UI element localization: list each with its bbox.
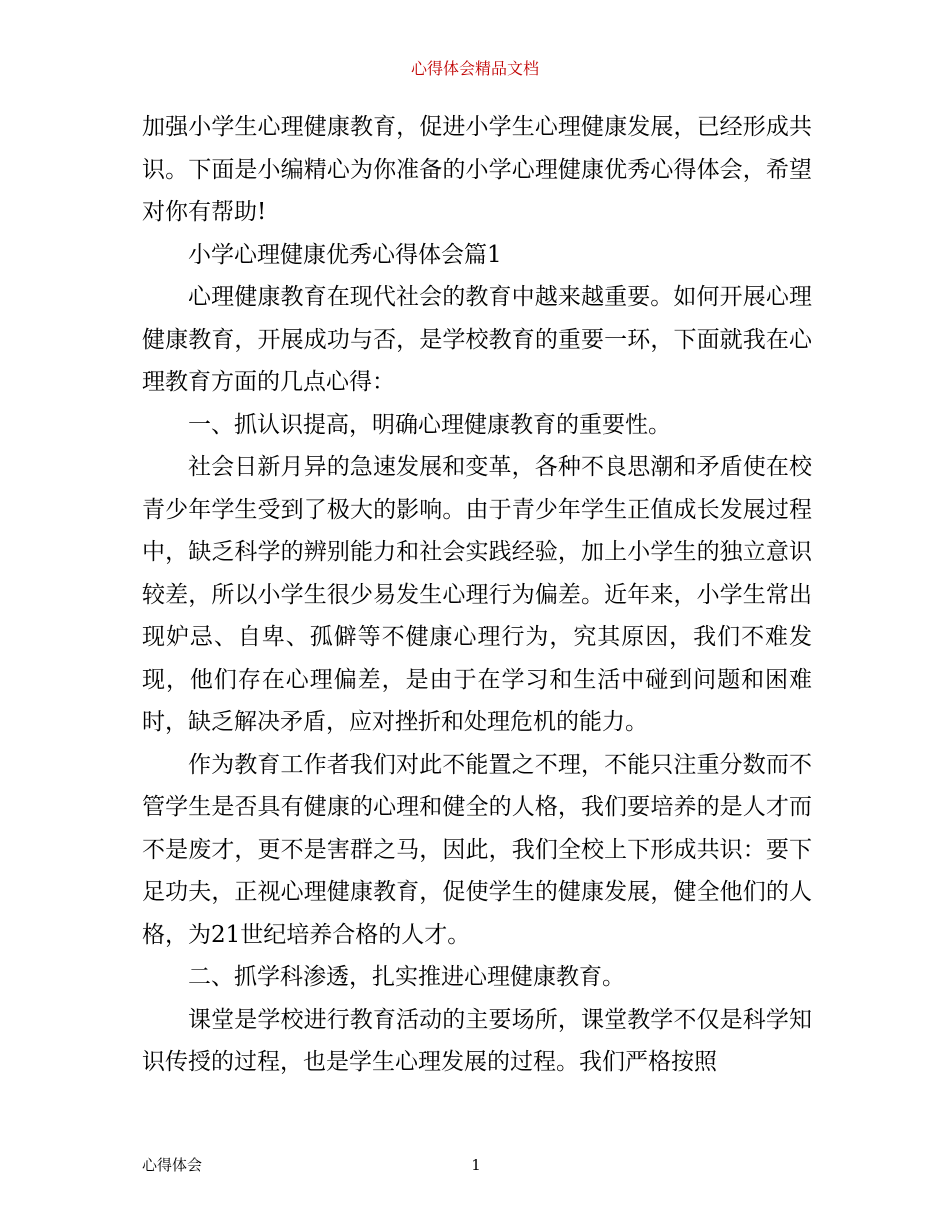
body-paragraph: 心理健康教育在现代社会的教育中越来越重要。如何开展心理健康教育，开展成功与否，是学校教育的重要一环，下面就我在心理教育方面的几点心得： bbox=[142, 284, 812, 395]
body-paragraph: 作为教育工作者我们对此不能置之不理，不能只注重分数而不管学生是否具有健康的心理和健全的人格，我们要培养的是人才而不是废才，更不是害群之马，因此，我们全校上下形成共识：要下足功夫，正视心理健康教育，促使学生的健康发展，健全他们的人格，为21世纪培养合格的人才。 bbox=[142, 751, 812, 948]
section-title: 小学心理健康优秀心得体会篇1 bbox=[188, 241, 502, 268]
point-heading-1: 一、抓认识提高，明确心理健康教育的重要性。 bbox=[188, 411, 671, 438]
intro-paragraph: 加强小学生心理健康教育，促进小学生心理健康发展，已经形成共识。下面是小编精心为你准备的小学心理健康优秀心得体会，希望对你有帮助! bbox=[142, 114, 812, 225]
body-paragraph: 社会日新月异的急速发展和变革，各种不良思潮和矛盾使在校青少年学生受到了极大的影响。由于青少年学生正值成长发展过程中，缺乏科学的辨别能力和社会实践经验，加上小学生的独立意识较差，所以小学生很少易发生心理行为偏差。近年来，小学生常出现妒忌、自卑、孤僻等不健康心理行为，究其原因，我们不难发现，他们存在心理偏差，是由于在学习和生活中碰到问题和困难时，缺乏解决矛盾，应对挫折和处理危机的能力。 bbox=[142, 454, 812, 735]
body-paragraph: 课堂是学校进行教育活动的主要场所，课堂教学不仅是科学知识传授的过程，也是学生心理发展的过程。我们严格按照 bbox=[142, 1006, 812, 1075]
page-number: 1 bbox=[471, 1156, 481, 1174]
document-body bbox=[142, 106, 812, 1084]
footer-label: 心得体会 bbox=[142, 1156, 203, 1174]
point-heading-2: 二、抓学科渗透，扎实推进心理健康教育。 bbox=[188, 964, 625, 990]
page-header-title: 心得体会精品文档 bbox=[410, 59, 539, 78]
